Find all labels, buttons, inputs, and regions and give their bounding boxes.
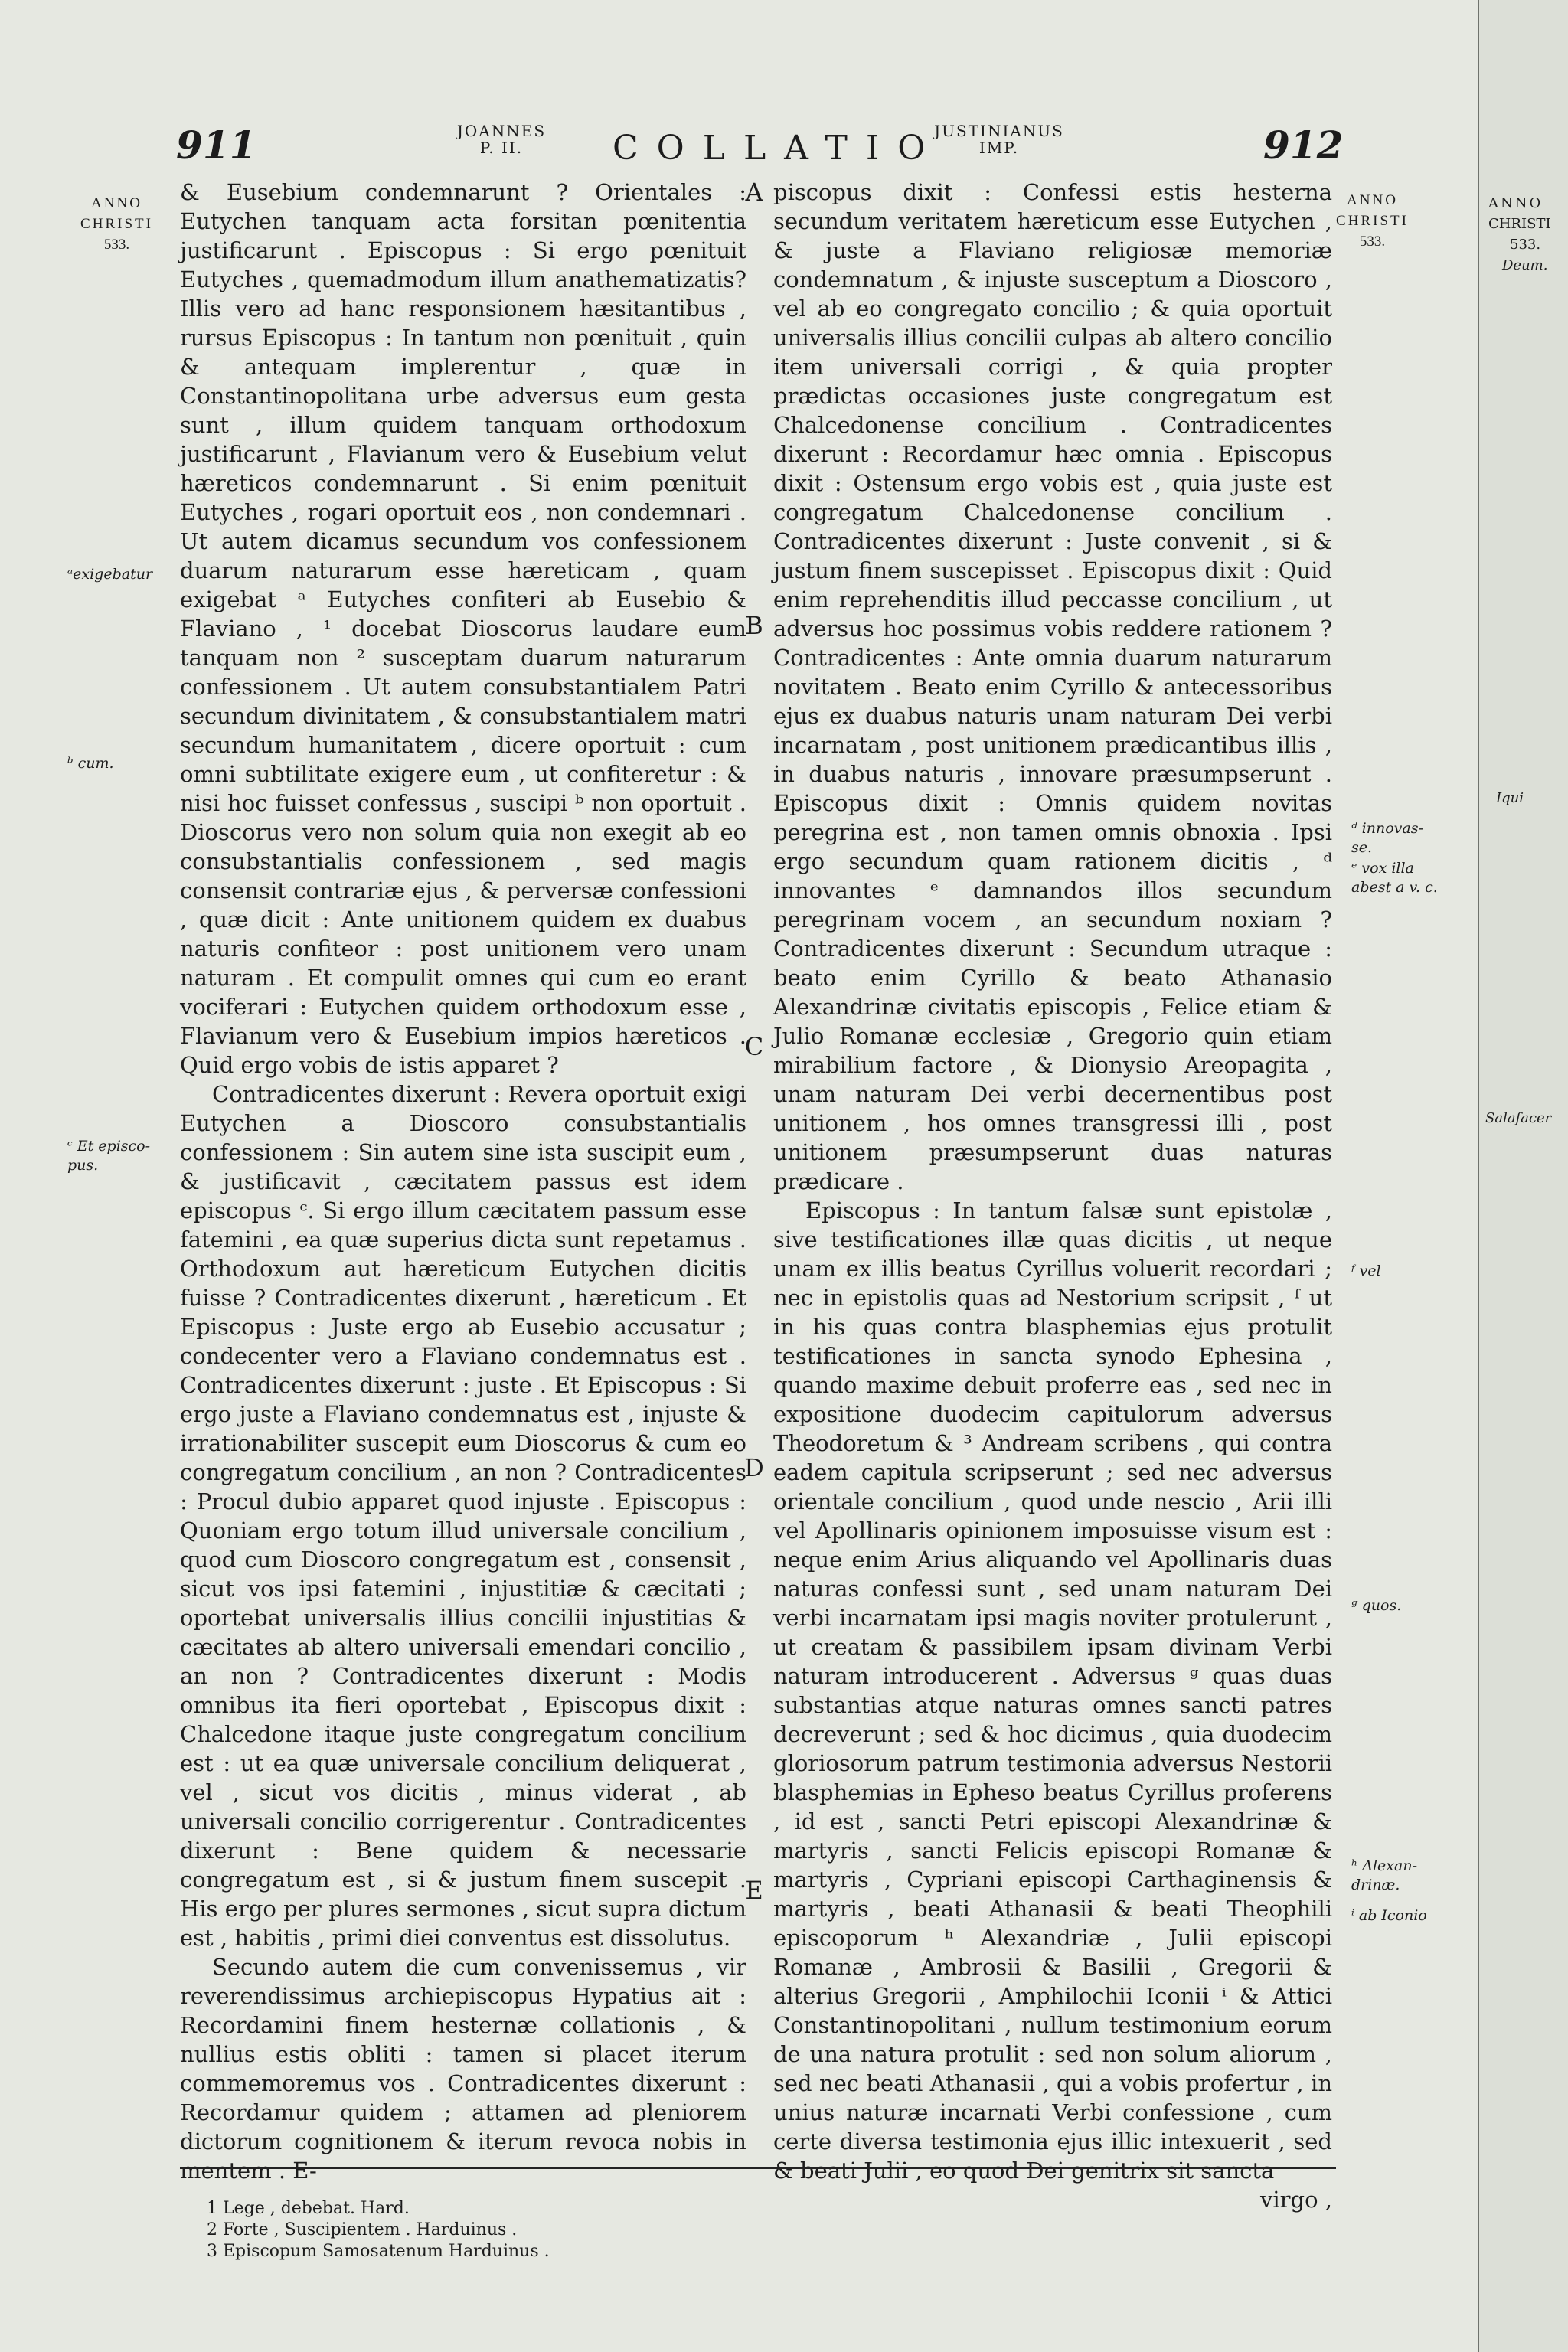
margin-note-quos: ᵍ quos. [1351,1597,1402,1614]
margin-note-exigebatur: ᵃexigebatur [67,566,153,583]
christi-label: CHRISTI [80,216,153,232]
strip-qui: Iqui [1496,790,1524,806]
paragraph: piscopus dixit : Confessi estis hesterna secundum veritatem hæreticum esse Eutychen , & juste a Flaviano religiosæ memoriæ condemnatum , & injuste susceptum a Dioscoro , vel ab eo congregato concilio ; & quia oportuit universalis illius concilii culpas ab altero concilio item universali corrigi , & quia propter prædictas occasiones juste congregatum est Chalcedonense concilium . Contradicentes dixerunt : Recordamur hæc omnia . Episcopus dixit : Ostensum ergo vobis est , quia juste est congregatum Chalcedonense concilium . Contradicentes dixerunt : Juste convenit , si & justum finem suscepisset . Episcopus dixit : Quid enim reprehenditis illud peccasse concilium , ut adversus hoc possimus vobis reddere rationem ? Contradicentes : Ante omnia duarum naturarum novitatem . Beato enim Cyrillo & antecessoribus ejus ex duabus naturis unam naturam Dei verbi incarnatam , post unitionem prædicantibus illis , in duabus naturis , innovare præsumpserunt . Episcopus dixit : Omnis quidem novitas peregrina est , non tamen omnis obnoxia . Ipsi ergo secundum quam rationem dicitis , ᵈ innovantes ᵉ damnandos illos secundum peregrinam vocem , an secundum noxiam ? Contradicentes dixerunt : Secundum utraque : beato enim Cyrillo & beato Athanasio Alexandrinæ civitatis episcopis , Felice etiam & Julio Romanæ ecclesiæ , Gregorio quin etiam mirabilium factore , & Dionysio Areopagita , unam naturam Dei verbi decernentibus post unitionem , hos omnes transgressi illi , post unitionem præsumpserunt duas naturas prædicare . [773,179,1332,1194]
margin-note-cum: ᵇ cum. [67,755,114,772]
margin-note-ab-iconio: ⁱ ab Iconio [1351,1907,1427,1924]
year-label: 533. [1359,234,1386,250]
footnote-2: 2 Forte , Suscipientem . Harduinus . [207,2220,518,2239]
strip-salafacer: Salafacer [1485,1110,1552,1126]
paragraph: Secundo autem die cum convenissemus , vir reverendissimus archiepiscopus Hypatius ait : Recordamini finem hesternæ collationis , & nullius estis obliti : tamen si placet iterum commemoremus vos . Contradicentes dixerunt : Recordamur quidem ; attamen ad pleniorem dictorum cognitionem & iterum revoca nobis in mentem . E- [180,1954,746,2184]
page-title: COLLATIO [612,129,944,168]
section-marker-c: C [744,1032,764,1061]
margin-year-left [69,193,165,255]
strip-christi: CHRISTI [1488,216,1551,232]
margin-note-vel: ᶠ vel [1351,1263,1381,1279]
text-column-left [180,178,746,2185]
footnote-3: 3 Episcopum Samosatenum Harduinus . [207,2242,550,2261]
running-head-right: JUSTINIANUS IMP. [934,122,1064,157]
catchword: virgo , [1260,2187,1332,2213]
margin-note-et-episcopus: ᶜ Et episco- pus. [67,1138,151,1174]
page-header [153,115,1348,176]
anno-label: ANNO [1347,192,1398,208]
section-marker-a: A [745,178,763,207]
margin-year-right [1336,190,1409,252]
section-marker-e: E [745,1876,763,1905]
section-marker-d: D [744,1453,764,1482]
margin-note-vox-illa: ᵉ vox illa abest a v. c. [1351,860,1438,896]
margin-note-innovasse: ᵈ innovas- se. [1351,820,1423,856]
page-number-right: 912 [1263,122,1344,168]
strip-anno: ANNO [1488,195,1544,211]
paragraph: Episcopus : In tantum falsæ sunt epistolæ , sive testificationes illæ quas dicitis , ut neque unam ex illis beatus Cyrillus voluerit recordari ; nec in epistolis quas ad Nestorium scripsit , ᶠ ut in his quas contra blasphemias ejus protulit testificationes in sancta synodo Ephesina , quando maxime debuit proferre eas , sed nec in expositione duodecim capitulorum adversus Theodoretum & ³ Andream scribens , qui contra eadem capitula scripserunt ; sed nec adversus orientale concilium , quod unde nescio , Arii illi vel Apollinaris opinionem imposuisse visum est : neque enim Arius aliquando vel Apollinaris duas naturas confessi sunt , sed unam naturam Dei verbi incarnatam ipsi magis noviter protulerunt , ut creatam & passibilem ipsam divinam Verbi naturam introducerent . Adversus ᵍ quas duas substantias atque naturas omnes sancti patres decreverunt ; sed & hoc dicimus , quia duodecim gloriosorum patrum testimonia adversus Nestorii blasphemias in Ephеso beatus Cyrillus proferens , id est , sancti Petri episcopi Alexandrinæ & martyris , sancti Felicis episcopi Romanæ & martyris , Cypriani episcopi Carthaginensis & martyris , beati Athanasii & beati Theophili episcoporum ʰ Alexandriæ , Julii episcopi Romanæ , Ambrosii & Basilii , Gregorii & alterius Gregorii , Amphilochii Iconii ⁱ & Attici Constantinopolitani , nullum testimonium eorum de una natura protulit : sed non solum aliorum , sed nec beati Athanasii , qui a vobis profertur , in unius naturæ incarnati Verbi confessione , cum certe diversa testimonia ejus illic intexuerit , sed & beati Julii , eo quod Dei genitrix sit sancta [773,1197,1332,2184]
footnote-1: 1 Lege , debebat. Hard. [207,2199,410,2218]
running-head-left: JOANNES P. II. [456,122,547,157]
strip-year: 533. [1510,237,1541,253]
paragraph: & Eusebium condemnarunt ? Orientales : Eutychen tanquam acta forsitan pœnitentia justificarunt . Episcopus : Si ergo pœnituit Eutyches , quemadmodum illum anathematizatis? Illis vero ad hanc responsionem hæsitantibus , rursus Episcopus : In tantum non pœnituit , quin & antequam implerentur , quæ in Constantinopolitana urbe adversus eum gesta sunt , illum quidem tanquam orthodoxum justificarunt , Flavianum vero & Eusebium velut hæreticos condemnarunt . Si enim pœnituit Eutyches , rogari oportuit eos , non condemnari . Ut autem dicamus secundum vos confessionem duarum naturarum esse hæreticam , quam exigebat ᵃ Eutyches confiteri ab Eusebio & Flaviano , ¹ docebat Dioscorus laudare eum tanquam non ² susceptam duarum naturarum confessionem . Ut autem consubstantialem Patri secundum divinitatem , & consubstantialem matri secundum humanitatem , dicere oportuit : cum omni subtilitate exigere eum , ut confiteretur : & nisi hoc fuisset confessus , suscipi ᵇ non oportuit . Dioscorus vero non solum quia non exegit ab eo consubstantialis confessionem , sed magis consensit contrariæ ejus , & perversæ confessioni , quæ dicit : Ante unitionem quidem ex duabus naturis confiteor : post unitionem vero unam naturam . Et compulit omnes qui cum eo erant vociferari : Eutychen quidem orthodoxum esse , Flavianum vero & Eusebium impios hæreticos . Quid ergo vobis de istis apparet ? [180,179,746,1078]
strip-deum: Deum. [1502,257,1548,273]
section-marker-b: B [745,611,763,640]
paragraph: Contradicentes dixerunt : Revera oportuit exigi Eutychen a Dioscoro consubstantialis confessionem : Sin autem sine ista suscipit eum , & justificavit , cæcitatem passus est idem episcopus ᶜ. Si ergo illum cæcitatem passum esse fatemini , ea quæ superius dicta sunt repetamus . Orthodoxum aut hæreticum Eutychen dicitis fuisse ? Contradicentes dixerunt , hæreticum . Et Episcopus : Juste ergo ab Eusebio accusatur ; condecenter vero a Flaviano condemnatus est . Contradicentes dixerunt : juste . Et Episcopus : Si ergo juste a Flaviano condemnatus est , injuste & irrationabiliter suscepit eum Dioscorus & cum eo congregatum concilium , an non ? Contradicentes : Procul dubio apparet quod injuste . Episcopus : Quoniam ergo totum illud universale concilium , quod cum Dioscoro congregatum est , consensit , sicut vos ipsi fatemini , injustitiæ & cæcitati ; oportebat universalis illius concilii injustitias & cæcitates ab altero universali emendari concilio , an non ? Contradicentes dixerunt : Modis omnibus ita fieri oportebat , Episcopus dixit : Chalcedone itaque juste congregatum concilium est : ut ea quæ universale concilium deliquerat , vel , sicut vos dicitis , minus viderat , ab universali concilio corrigerentur . Contradicentes dixerunt : Bene quidem & necessarie congregatum est , si & justum finem suscepit . His ergo per plures sermones , sicut supra dictum est , habitis , primi diei conventus est dissolutus. [180,1081,746,1951]
christi-label: CHRISTI [1336,213,1409,229]
margin-note-alexandrinae: ʰ Alexan- drinæ. [1351,1857,1418,1893]
year-label: 533. [103,237,130,253]
adjacent-page-edge [1478,0,1568,2352]
page-number-left: 911 [176,122,256,168]
text-column-right [773,178,1332,2214]
anno-label: ANNO [91,195,142,211]
footnote-rule [180,2167,1336,2169]
